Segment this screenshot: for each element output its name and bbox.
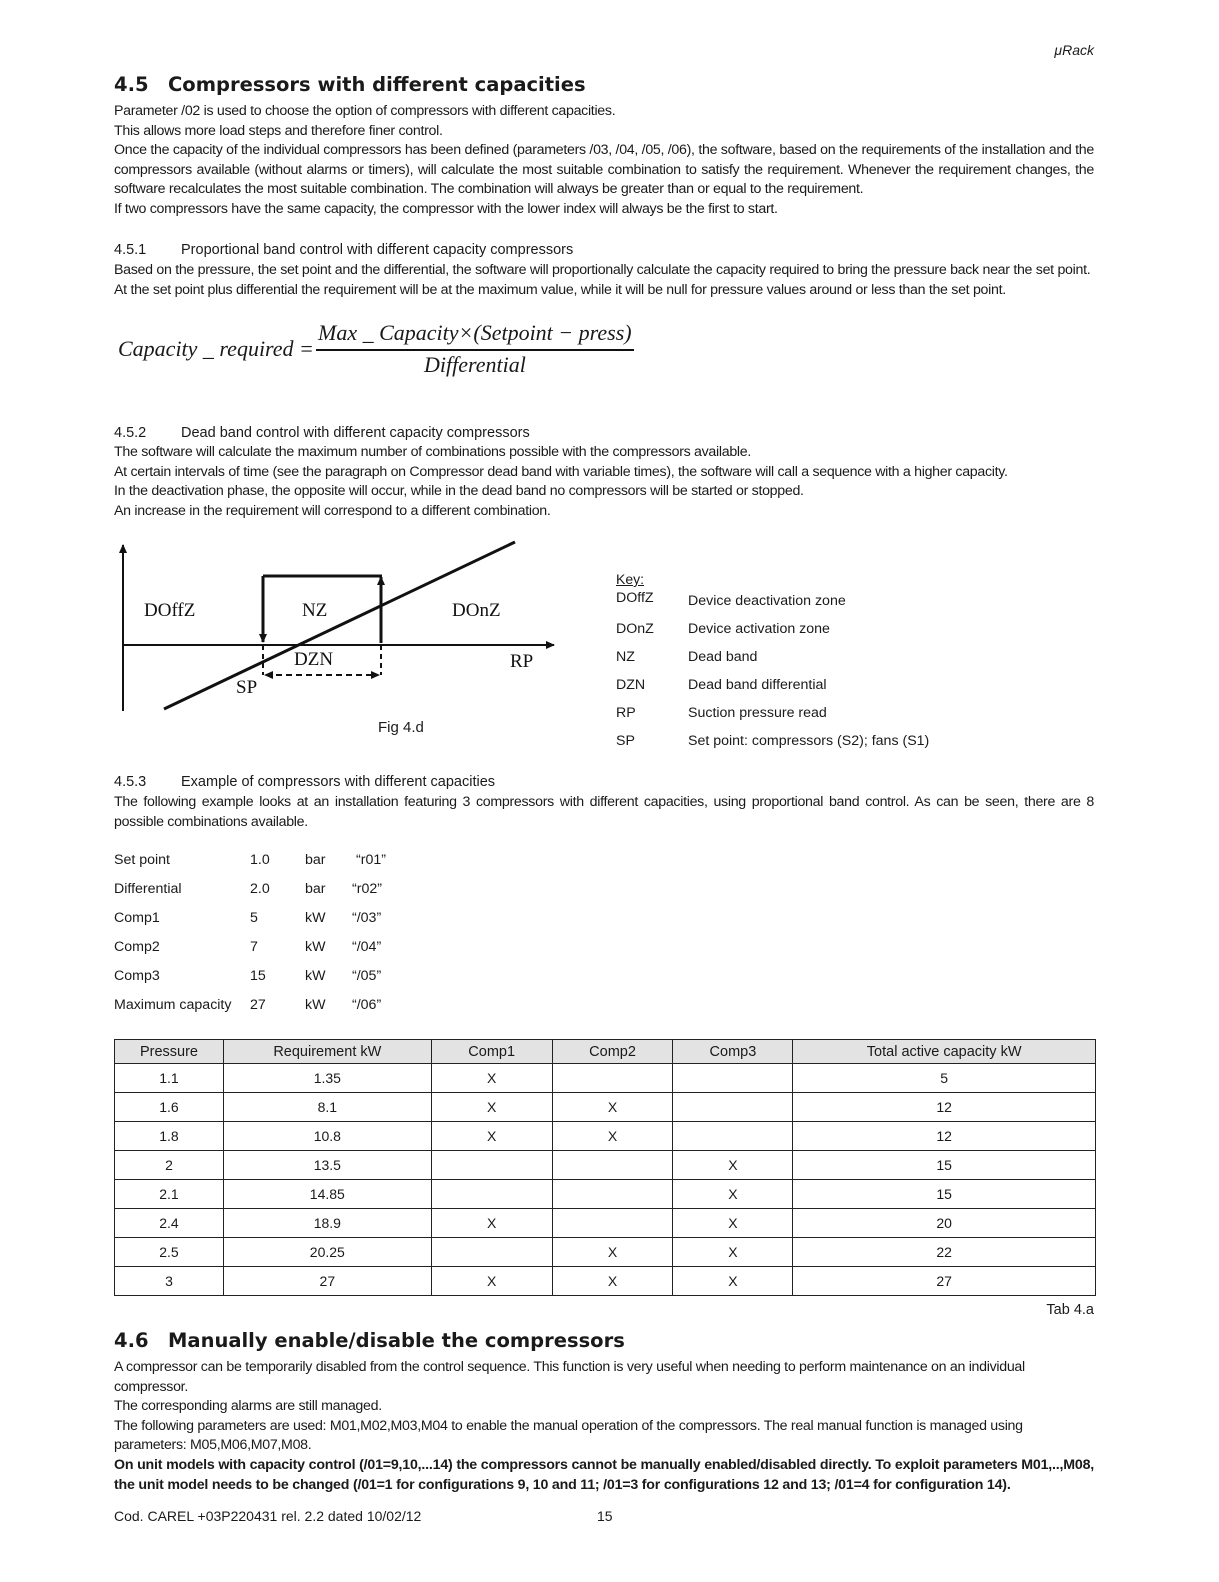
key-abbr: SP (616, 733, 635, 749)
control-line (164, 542, 515, 709)
param-unit: kW (305, 997, 326, 1013)
table-cell: 2.4 (115, 1209, 224, 1238)
table-cell: 1.8 (115, 1122, 224, 1151)
table-cell: 8.1 (223, 1093, 431, 1122)
paragraph: In the deactivation phase, the opposite will occur, while in the dead band no compressors will be started or stopped. (114, 483, 804, 500)
column-header: Pressure (115, 1040, 224, 1064)
table-cell: X (431, 1209, 552, 1238)
table-cell: X (673, 1209, 793, 1238)
table-cell: X (552, 1267, 673, 1296)
table-cell: 1.1 (115, 1064, 224, 1093)
param-unit: kW (305, 910, 326, 926)
document-code: Cod. CAREL +03P220431 rel. 2.2 dated 10/02/12 (114, 1508, 422, 1524)
table-cell: X (431, 1122, 552, 1151)
table-cell: 27 (223, 1267, 431, 1296)
param-unit: kW (305, 939, 326, 955)
section-4-5-2-heading (114, 425, 530, 441)
table-cell (552, 1209, 673, 1238)
dzn-arrow-right (371, 671, 380, 679)
key-abbr: NZ (616, 649, 635, 665)
key-abbr: RP (616, 705, 636, 721)
section-4-5-3-body (114, 793, 1094, 832)
paragraph: The corresponding alarms are still managed. (114, 1398, 382, 1415)
running-head: μRack (1054, 42, 1094, 58)
paragraph: An increase in the requirement will correspond to a different combination. (114, 502, 551, 519)
table-caption: Tab 4.a (1046, 1302, 1094, 1318)
param-value: 7 (250, 939, 258, 955)
subsection-title: Example of compressors with different capacities (181, 774, 496, 790)
table-cell (431, 1180, 552, 1209)
table-cell: X (673, 1238, 793, 1267)
table-cell: 12 (793, 1093, 1096, 1122)
table-cell: 20.25 (223, 1238, 431, 1267)
table-row (115, 1267, 1096, 1296)
table-cell: X (673, 1180, 793, 1209)
formula-lhs: Capacity _ required = (118, 336, 314, 361)
section-title: Manually enable/disable the compressors (168, 1329, 625, 1352)
subsection-number: 4.5.3 (114, 774, 147, 790)
table-cell: 18.9 (223, 1209, 431, 1238)
param-value: 27 (250, 997, 266, 1013)
paragraph: This allows more load steps and therefore finer control. (114, 122, 443, 139)
table-cell (673, 1064, 793, 1093)
section-4-5-1-heading (114, 242, 573, 258)
table-cell (431, 1151, 552, 1180)
section-number: 4.6 (114, 1329, 149, 1352)
key-title: Key: (616, 571, 645, 587)
dead-band-diagram (110, 535, 570, 715)
param-value: 1.0 (250, 852, 270, 868)
paragraph: Parameter /02 is used to choose the option of compressors with different capacities. (114, 103, 616, 119)
table-cell (431, 1238, 552, 1267)
table-cell (673, 1093, 793, 1122)
label-donz: DOnZ (452, 600, 501, 621)
key-desc: Suction pressure read (688, 705, 827, 721)
key-desc: Dead band differential (688, 677, 827, 693)
param-unit: bar (305, 881, 326, 897)
section-4-5-3-heading (114, 774, 495, 790)
table-cell: 2 (115, 1151, 224, 1180)
section-4-5-heading (114, 73, 586, 96)
paragraph: At certain intervals of time (see the paragraph on Compressor dead band with variable times), the software will call a sequence with a higher capacity. (114, 463, 1008, 480)
table-row (115, 1209, 1096, 1238)
param-name: Comp1 (114, 910, 160, 926)
param-name: Differential (114, 881, 182, 897)
column-header: Requirement kW (223, 1040, 431, 1064)
column-header: Comp2 (552, 1040, 673, 1064)
table-cell: 15 (793, 1180, 1096, 1209)
paragraph: The software will calculate the maximum number of combinations possible with the compressors available. (114, 444, 751, 460)
table-cell: 2.5 (115, 1238, 224, 1267)
section-4-5-1-body (114, 261, 1094, 300)
paragraph: The following example looks at an installation featuring 3 compressors with different capacities, using proportional band control. As can be seen, there are 8 possible combinations available. (114, 794, 1094, 830)
table-cell: X (673, 1151, 793, 1180)
subsection-title: Dead band control with different capacity compressors (181, 425, 530, 441)
section-4-6-heading (114, 1329, 625, 1352)
table-cell: 1.6 (115, 1093, 224, 1122)
paragraph: A compressor can be temporarily disabled from the control sequence. This function is very useful when needing to perform maintenance on an individual compressor. (114, 1359, 1025, 1395)
table-cell: X (552, 1093, 673, 1122)
paragraph: If two compressors have the same capacity, the compressor with the lower index will always be the first to start. (114, 200, 778, 217)
key-desc: Dead band (688, 649, 758, 665)
param-name: Comp3 (114, 968, 160, 984)
table-cell (552, 1151, 673, 1180)
table-cell: X (431, 1064, 552, 1093)
table-cell: 20 (793, 1209, 1096, 1238)
table-cell: 10.8 (223, 1122, 431, 1151)
dzn-arrow-left (264, 671, 273, 679)
table-cell: X (673, 1267, 793, 1296)
param-code: “r02” (352, 881, 382, 897)
table-row (115, 1180, 1096, 1209)
bold-note: On unit models with capacity control (/01=9,10,...14) the compressors cannot be manually enabled/disabled directly. To exploit parameters M01,..,M08, the unit model needs to be changed (/01=1 for configurations 9, 10 and 11; /01=3 for configurations 12 and 13; /01=4 for configuration 14). (114, 1456, 1094, 1493)
formula-denominator: Differential (424, 352, 526, 377)
param-code: “/04” (352, 939, 382, 955)
column-header: Comp1 (431, 1040, 552, 1064)
section-number: 4.5 (114, 73, 149, 96)
subsection-number: 4.5.1 (114, 242, 147, 258)
table-row (115, 1122, 1096, 1151)
table-cell: 27 (793, 1267, 1096, 1296)
combinations-table (114, 1039, 1096, 1296)
column-header: Comp3 (673, 1040, 793, 1064)
table-cell: 2.1 (115, 1180, 224, 1209)
table-cell: 3 (115, 1267, 224, 1296)
section-4-5-body (114, 102, 1094, 220)
param-code: “/03” (352, 910, 382, 926)
paragraph: Based on the pressure, the set point and the differential, the software will proportionally calculate the capacity required to bring the pressure back near the set point. (114, 262, 1091, 278)
table-cell: X (431, 1267, 552, 1296)
param-name: Maximum capacity (114, 997, 232, 1013)
table-cell (673, 1122, 793, 1151)
param-name: Set point (114, 852, 171, 868)
column-header: Total active capacity kW (793, 1040, 1096, 1064)
key-desc: Device deactivation zone (688, 593, 846, 609)
label-rp: RP (510, 651, 534, 672)
figure-caption: Fig 4.d (378, 719, 424, 736)
param-code: “r01” (356, 852, 386, 868)
paragraph: At the set point plus differential the requirement will be at the maximum value, while it will be null for pressure values around or less than the set point. (114, 281, 1006, 298)
table-cell: X (431, 1093, 552, 1122)
param-code: “/06” (352, 997, 382, 1013)
table-cell: 22 (793, 1238, 1096, 1267)
table-cell: 1.35 (223, 1064, 431, 1093)
subsection-number: 4.5.2 (114, 425, 147, 441)
formula-numerator: Max _ Capacity×(Setpoint − press) (318, 320, 632, 345)
table-header-row (115, 1040, 1096, 1064)
param-value: 2.0 (250, 881, 270, 897)
param-value: 5 (250, 910, 258, 926)
table-row (115, 1151, 1096, 1180)
key-desc: Device activation zone (688, 621, 830, 637)
param-name: Comp2 (114, 939, 160, 955)
table-cell (552, 1064, 673, 1093)
section-4-5-2-body (114, 443, 1094, 521)
param-value: 15 (250, 968, 266, 984)
table-cell: 15 (793, 1151, 1096, 1180)
paragraph: Once the capacity of the individual compressors has been defined (parameters /03, /04, /05, /06), the software, based on the requirements of the installation and the compressors available (without alarms or timers), will calculate the most suitable combination to satisfy the requirement. Whenever the requirement changes, the software recalculates the most suitable combination. The combination will always be greater than or equal to the requirement. (114, 142, 1094, 198)
table-cell: X (552, 1238, 673, 1267)
section-4-6-body (114, 1358, 1094, 1495)
table-cell (552, 1180, 673, 1209)
table-row (115, 1238, 1096, 1267)
table-cell: 5 (793, 1064, 1096, 1093)
param-code: “/05” (352, 968, 382, 984)
key-abbr: DOffZ (616, 590, 654, 606)
key-abbr: DZN (616, 677, 646, 693)
label-doffz: DOffZ (144, 600, 196, 621)
label-dzn: DZN (294, 649, 334, 670)
label-sp: SP (236, 677, 258, 698)
table-cell: X (552, 1122, 673, 1151)
capacity-formula (114, 318, 674, 388)
param-unit: kW (305, 968, 326, 984)
table-cell: 13.5 (223, 1151, 431, 1180)
table-cell: 12 (793, 1122, 1096, 1151)
key-desc: Set point: compressors (S2); fans (S1) (688, 733, 930, 749)
table-row (115, 1093, 1096, 1122)
param-unit: bar (305, 852, 326, 868)
label-nz: NZ (302, 600, 328, 621)
table-row (115, 1064, 1096, 1093)
section-title: Compressors with different capacities (168, 73, 586, 96)
page-number: 15 (597, 1508, 613, 1524)
subsection-title: Proportional band control with different capacity compressors (181, 242, 574, 258)
fraction-bar (316, 349, 634, 351)
table-cell: 14.85 (223, 1180, 431, 1209)
paragraph: The following parameters are used: M01,M02,M03,M04 to enable the manual operation of the compressors. The real manual function is managed using parameters: M05,M06,M07,M08. (114, 1417, 1023, 1454)
key-abbr: DOnZ (616, 621, 654, 637)
